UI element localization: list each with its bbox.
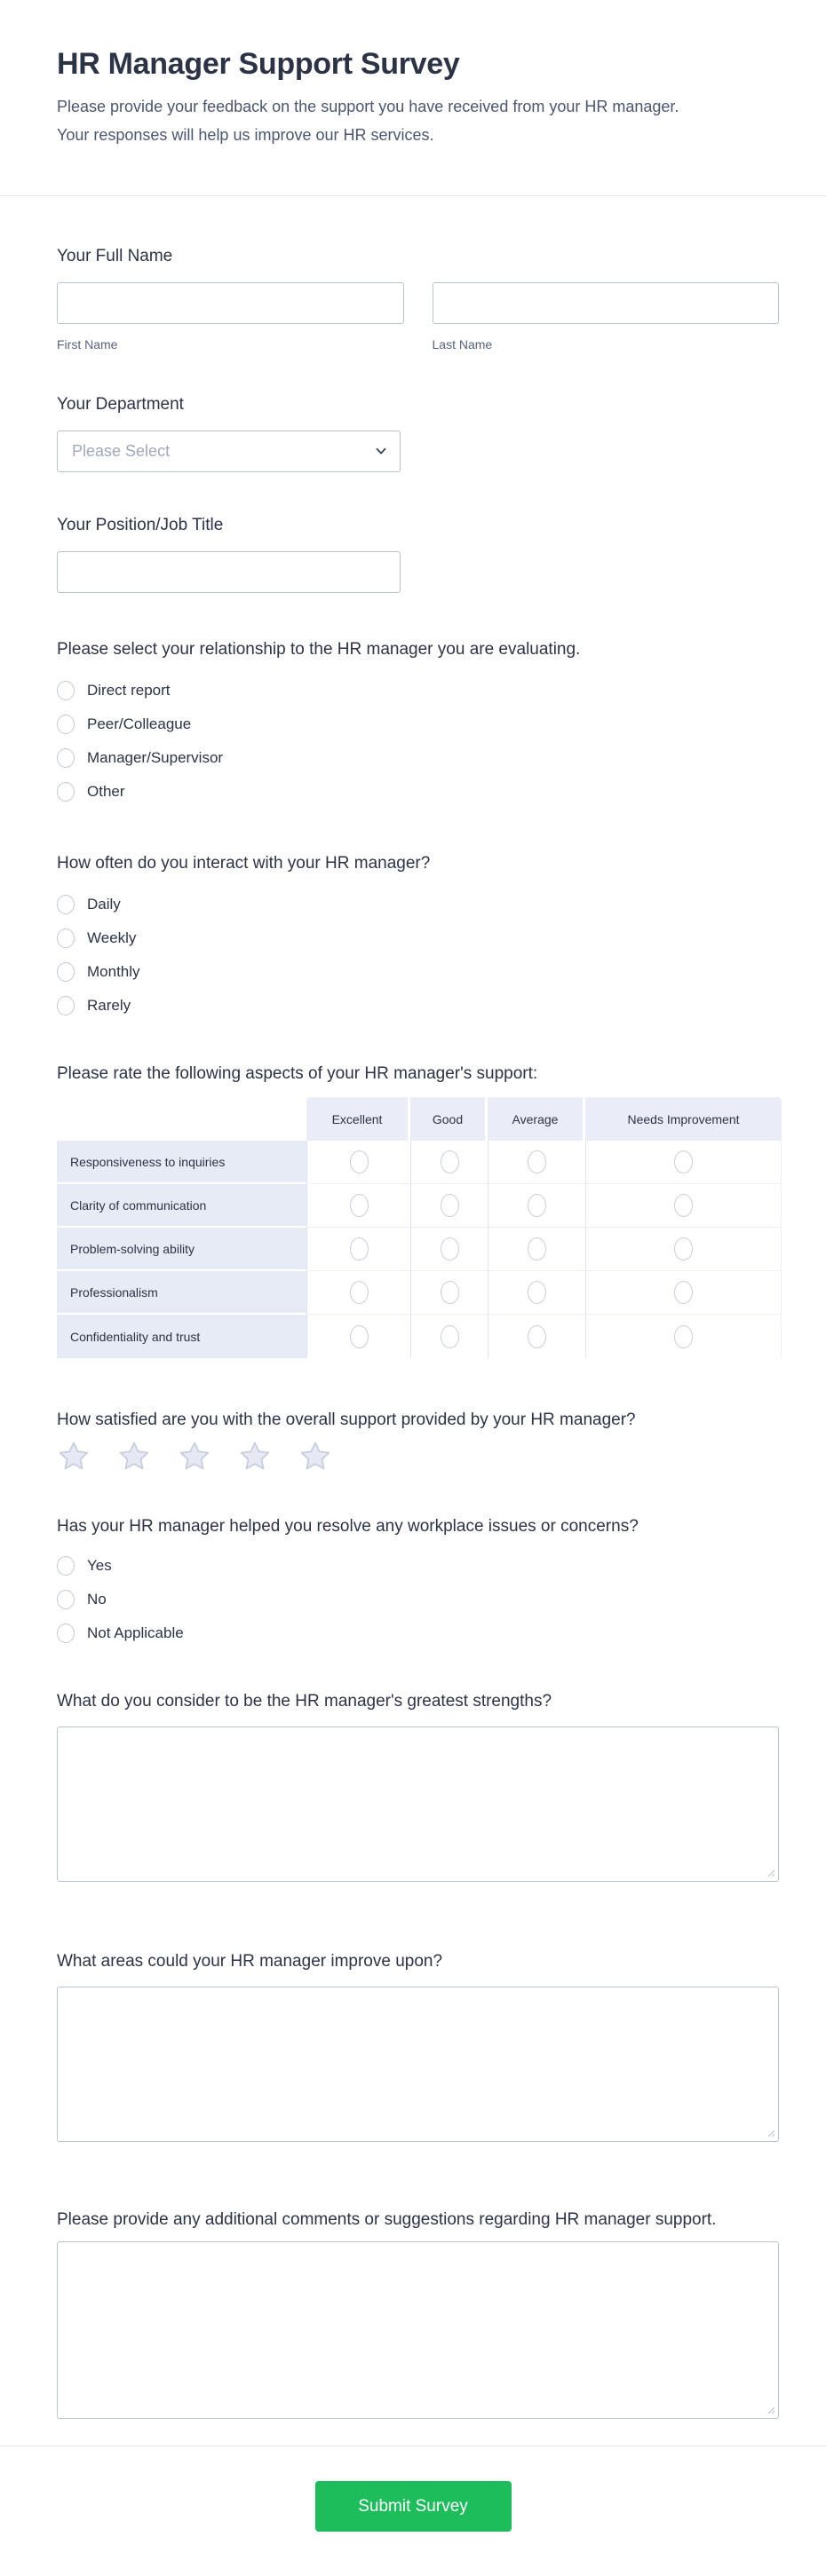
resize-handle-icon[interactable] (766, 1869, 775, 1877)
department-select-value: Please Select (72, 442, 171, 460)
rating-radio[interactable] (528, 1150, 546, 1173)
rating-cell[interactable] (585, 1271, 782, 1315)
rating-cell[interactable] (488, 1315, 585, 1358)
star-icon[interactable] (117, 1440, 151, 1474)
issues-option-no[interactable] (57, 1583, 779, 1616)
option-label: Direct report (87, 682, 171, 699)
comments-textarea[interactable] (57, 2241, 779, 2419)
improvements-textarea-wrap (57, 1987, 779, 2142)
frequency-option-monthly[interactable] (57, 955, 779, 989)
rating-cell[interactable] (410, 1184, 488, 1228)
frequency-option-daily[interactable] (57, 888, 779, 921)
radio-button[interactable] (57, 1556, 75, 1576)
rating-radio[interactable] (441, 1150, 459, 1173)
radio-button[interactable] (57, 996, 75, 1015)
department-label: Your Department (57, 395, 184, 414)
question-strengths (57, 1689, 779, 1882)
row-label: Confidentiality and trust (57, 1315, 306, 1358)
star-rating (57, 1440, 779, 1474)
question-position (57, 513, 779, 593)
issues-option-not-applicable[interactable] (57, 1616, 779, 1650)
rating-radio[interactable] (674, 1281, 693, 1304)
rating-radio[interactable] (441, 1237, 459, 1260)
form-description: Please provide your feedback on the support you have received from your HR manager. Your responses will help us improve our HR services. (57, 98, 679, 144)
option-label: Peer/Colleague (87, 715, 192, 732)
rating-radio[interactable] (350, 1150, 369, 1173)
table-row (57, 1141, 782, 1184)
form-footer (0, 2446, 826, 2576)
rating-cell[interactable] (306, 1271, 410, 1315)
relationship-option-direct-report[interactable] (57, 674, 779, 707)
strengths-textarea-wrap (57, 1727, 779, 1882)
option-label: Monthly (87, 963, 140, 980)
rating-table-header-row (57, 1097, 782, 1141)
rating-cell[interactable] (410, 1141, 488, 1184)
form-title: HR Manager Support Survey (57, 47, 460, 81)
form-header (0, 0, 826, 149)
table-row (57, 1184, 782, 1228)
row-label: Responsiveness to inquiries (57, 1141, 306, 1184)
rating-cell[interactable] (306, 1184, 410, 1228)
rating-cell[interactable] (488, 1228, 585, 1271)
table-row (57, 1315, 782, 1358)
rating-cell[interactable] (585, 1141, 782, 1184)
column-header-average: Average (488, 1097, 585, 1141)
rating-cell[interactable] (585, 1315, 782, 1358)
option-label: Daily (87, 896, 121, 913)
frequency-option-rarely[interactable] (57, 989, 779, 1023)
frequency-option-weekly[interactable] (57, 921, 779, 955)
question-relationship (57, 637, 779, 809)
rating-radio[interactable] (528, 1325, 546, 1348)
submit-button[interactable]: Submit Survey (315, 2481, 512, 2532)
strengths-textarea[interactable] (57, 1727, 779, 1882)
department-select-wrap (57, 431, 401, 472)
row-label: Professionalism (57, 1271, 306, 1315)
option-label: Yes (87, 1557, 112, 1574)
improvements-textarea[interactable] (57, 1987, 779, 2142)
improvements-label: What areas could your HR manager improve upon? (57, 1952, 443, 1971)
issues-options (57, 1549, 779, 1650)
table-row (57, 1228, 782, 1271)
option-label: Weekly (87, 929, 137, 946)
question-rating-table (57, 1062, 779, 1358)
rating-radio[interactable] (674, 1150, 693, 1173)
name-fields-row (57, 282, 779, 352)
radio-button[interactable] (57, 681, 75, 700)
rating-radio[interactable] (674, 1194, 693, 1217)
radio-button[interactable] (57, 782, 75, 802)
header-divider (0, 195, 826, 196)
radio-button[interactable] (57, 928, 75, 948)
radio-button[interactable] (57, 1590, 75, 1609)
rating-table-label: Please rate the following aspects of your HR manager's support: (57, 1064, 538, 1083)
question-department (57, 392, 779, 472)
last-name-sublabel: Last Name (432, 337, 493, 352)
comments-label: Please provide any additional comments or suggestions regarding HR manager support. (57, 2210, 717, 2229)
first-name-column (57, 282, 404, 352)
rating-radio[interactable] (528, 1194, 546, 1217)
question-satisfaction (57, 1408, 779, 1474)
row-label: Problem-solving ability (57, 1228, 306, 1271)
option-label: Other (87, 783, 125, 800)
row-label: Clarity of communication (57, 1184, 306, 1228)
star-icon[interactable] (238, 1440, 272, 1474)
first-name-input[interactable] (57, 282, 404, 324)
question-comments (57, 2208, 779, 2419)
position-input[interactable] (57, 551, 401, 593)
rating-cell[interactable] (410, 1228, 488, 1271)
rating-cell[interactable] (585, 1228, 782, 1271)
radio-button[interactable] (57, 715, 75, 734)
rating-cell[interactable] (306, 1141, 410, 1184)
option-label: Rarely (87, 997, 131, 1014)
radio-button[interactable] (57, 962, 75, 982)
rating-radio[interactable] (528, 1237, 546, 1260)
issues-option-yes[interactable] (57, 1549, 779, 1583)
first-name-sublabel: First Name (57, 337, 118, 352)
rating-radio[interactable] (674, 1237, 693, 1260)
relationship-label: Please select your relationship to the HR manager you are evaluating. (57, 640, 581, 659)
rating-radio[interactable] (441, 1281, 459, 1304)
question-frequency (57, 851, 779, 1023)
rating-radio[interactable] (350, 1194, 369, 1217)
column-header-excellent: Excellent (306, 1097, 410, 1141)
position-label: Your Position/Job Title (57, 516, 224, 534)
rating-cell[interactable] (488, 1184, 585, 1228)
frequency-label: How often do you interact with your HR manager? (57, 854, 431, 873)
issues-label: Has your HR manager helped you resolve any workplace issues or concerns? (57, 1517, 639, 1536)
rating-table-header-spacer (57, 1097, 306, 1141)
rating-radio[interactable] (350, 1281, 369, 1304)
rating-cell[interactable] (410, 1271, 488, 1315)
radio-button[interactable] (57, 748, 75, 768)
star-icon[interactable] (178, 1440, 211, 1474)
column-header-needs-improvement: Needs Improvement (585, 1097, 782, 1141)
question-issues (57, 1514, 779, 1650)
relationship-option-peer-colleague[interactable] (57, 707, 779, 741)
radio-button[interactable] (57, 895, 75, 914)
question-full-name (57, 244, 779, 352)
radio-button[interactable] (57, 1624, 75, 1643)
rating-radio[interactable] (350, 1237, 369, 1260)
relationship-option-manager-supervisor[interactable] (57, 741, 779, 775)
option-label: Manager/Supervisor (87, 749, 224, 766)
rating-cell[interactable] (585, 1184, 782, 1228)
rating-radio[interactable] (350, 1325, 369, 1348)
rating-cell[interactable] (488, 1141, 585, 1184)
rating-cell[interactable] (306, 1228, 410, 1271)
star-icon[interactable] (298, 1440, 332, 1474)
rating-radio[interactable] (674, 1325, 693, 1348)
full-name-label: Your Full Name (57, 247, 173, 265)
form-body (0, 244, 826, 2419)
resize-handle-icon[interactable] (766, 2406, 775, 2414)
rating-radio[interactable] (441, 1194, 459, 1217)
column-header-good: Good (410, 1097, 488, 1141)
rating-radio[interactable] (441, 1325, 459, 1348)
option-label: No (87, 1591, 107, 1608)
table-row (57, 1271, 782, 1315)
relationship-option-other[interactable] (57, 775, 779, 809)
satisfaction-label: How satisfied are you with the overall support provided by your HR manager? (57, 1410, 636, 1429)
relationship-options (57, 674, 779, 809)
rating-cell[interactable] (488, 1271, 585, 1315)
strengths-label: What do you consider to be the HR manager's greatest strengths? (57, 1692, 552, 1711)
star-icon[interactable] (57, 1440, 91, 1474)
last-name-column (433, 282, 780, 352)
option-label: Not Applicable (87, 1624, 184, 1641)
comments-textarea-wrap (57, 2241, 779, 2419)
resize-handle-icon[interactable] (766, 2129, 775, 2137)
frequency-options (57, 888, 779, 1023)
question-improvements (57, 1949, 779, 2142)
rating-table (57, 1097, 782, 1358)
rating-radio[interactable] (528, 1281, 546, 1304)
department-select[interactable] (57, 431, 401, 472)
rating-cell[interactable] (410, 1315, 488, 1358)
last-name-input[interactable] (433, 282, 780, 324)
rating-cell[interactable] (306, 1315, 410, 1358)
